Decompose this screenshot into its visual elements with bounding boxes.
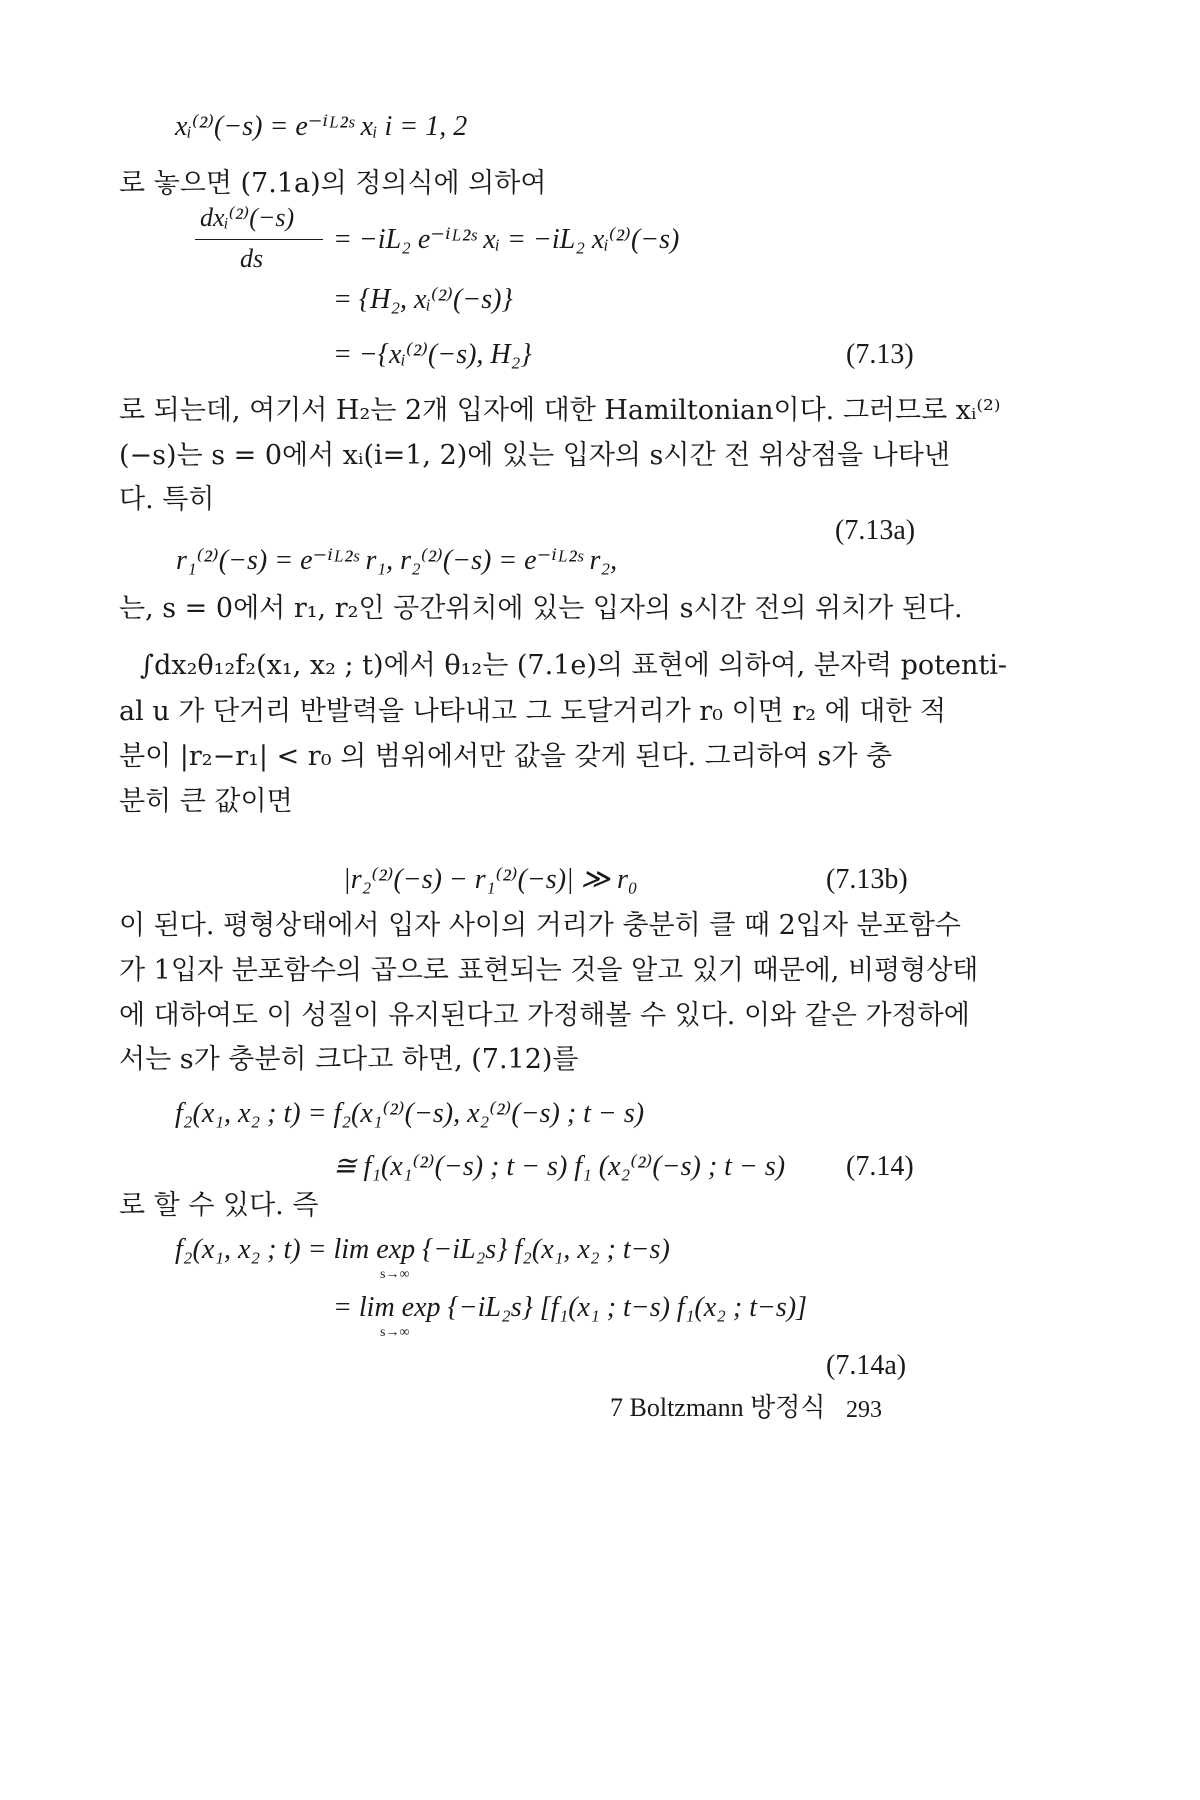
equation-poisson-bracket-neg: = −{xᵢ⁽²⁾(−s), H₂} — [333, 339, 532, 370]
equation-limit-2: = lim exp {−iL₂s} [f₁(x₁ ; t−s) f₁(x₂ ; t−s)] — [333, 1292, 808, 1323]
fraction-bar — [195, 239, 323, 240]
text-paragraph-4-line-2: al u 가 단거리 반발력을 나타내고 그 도달거리가 r₀ 이면 r₂ 에 대한 적 — [119, 696, 947, 727]
text-paragraph-4-line-3: 분이 |r₂−r₁| < r₀ 의 범위에서만 값을 갖게 된다. 그리하여 s가 충 — [119, 741, 893, 772]
equation-label-7-13a: (7.13a) — [835, 515, 916, 546]
page-number: 293 — [846, 1397, 882, 1423]
equation-derivative-rhs: = −iL₂ e⁻ⁱᴸ²ˢ xᵢ = −iL₂ xᵢ⁽²⁾(−s) — [333, 224, 680, 255]
equation-label-7-13: (7.13) — [846, 339, 914, 370]
text-paragraph-1: 로 놓으면 (7.1a)의 정의식에 의하여 — [119, 168, 547, 199]
fraction-denominator: ds — [240, 244, 264, 273]
equation-x-definition: xᵢ⁽²⁾(−s) = e⁻ⁱᴸ²ˢ xᵢ i = 1, 2 — [175, 111, 468, 142]
limit-subscript-1: s→∞ — [380, 1267, 410, 1282]
text-paragraph-5-line-1: 이 된다. 평형상태에서 입자 사이의 거리가 충분히 클 때 2입자 분포함수 — [119, 910, 961, 941]
text-paragraph-4-line-1: ∫dx₂θ₁₂f₂(x₁, x₂ ; t)에서 θ₁₂는 (7.1e)의 표현에 의하여, 분자력 potenti- — [140, 650, 1007, 681]
text-paragraph-5-line-3: 에 대하여도 이 성질이 유지된다고 가정해볼 수 있다. 이와 같은 가정하에 — [119, 1000, 970, 1031]
text-paragraph-6: 로 할 수 있다. 즉 — [119, 1190, 319, 1221]
equation-label-7-14: (7.14) — [846, 1151, 914, 1182]
equation-r-positions: r₁⁽²⁾(−s) = e⁻ⁱᴸ²ˢ r₁, r₂⁽²⁾(−s) = e⁻ⁱᴸ²ˢ r₂, — [176, 545, 618, 576]
equation-f1-product: ≅ f₁(x₁⁽²⁾(−s) ; t − s) f₁ (x₂⁽²⁾(−s) ; t − s) — [333, 1151, 786, 1182]
text-paragraph-5-line-2: 가 1입자 분포함수의 곱으로 표현되는 것을 알고 있기 때문에, 비평형상태 — [119, 955, 979, 986]
equation-label-7-13b: (7.13b) — [826, 864, 908, 895]
footer-chapter-title: 7 Boltzmann 방정식 — [610, 1393, 826, 1422]
limit-subscript-2: s→∞ — [380, 1325, 410, 1340]
text-paragraph-5-line-4: 서는 s가 충분히 크다고 하면, (7.12)를 — [119, 1044, 579, 1075]
text-paragraph-2-line-1: 로 되는데, 여기서 H₂는 2개 입자에 대한 Hamiltonian이다. 그러므로 xᵢ⁽²⁾ — [119, 395, 1001, 426]
equation-poisson-bracket: = {H₂, xᵢ⁽²⁾(−s)} — [333, 284, 513, 315]
text-paragraph-2-line-2: (−s)는 s = 0에서 xᵢ(i=1, 2)에 있는 입자의 s시간 전 위상점을 나타낸 — [119, 440, 950, 471]
text-paragraph-4-line-4: 분히 큰 값이면 — [119, 786, 293, 817]
text-paragraph-2-line-3: 다. 특히 — [119, 484, 215, 515]
text-paragraph-3: 는, s = 0에서 r₁, r₂인 공간위치에 있는 입자의 s시간 전의 위치가 된다. — [119, 593, 963, 624]
fraction-numerator: dxᵢ⁽²⁾(−s) — [200, 203, 295, 232]
equation-label-7-14a: (7.14a) — [826, 1350, 907, 1381]
equation-limit-1: f₂(x₁, x₂ ; t) = lim exp {−iL₂s} f₂(x₁, x₂ ; t−s) — [175, 1234, 670, 1265]
equation-f2-factorization: f₂(x₁, x₂ ; t) = f₂(x₁⁽²⁾(−s), x₂⁽²⁾(−s) ; t − s) — [175, 1098, 645, 1129]
equation-distance-condition: |r₂⁽²⁾(−s) − r₁⁽²⁾(−s)| ≫ r₀ — [343, 864, 638, 895]
